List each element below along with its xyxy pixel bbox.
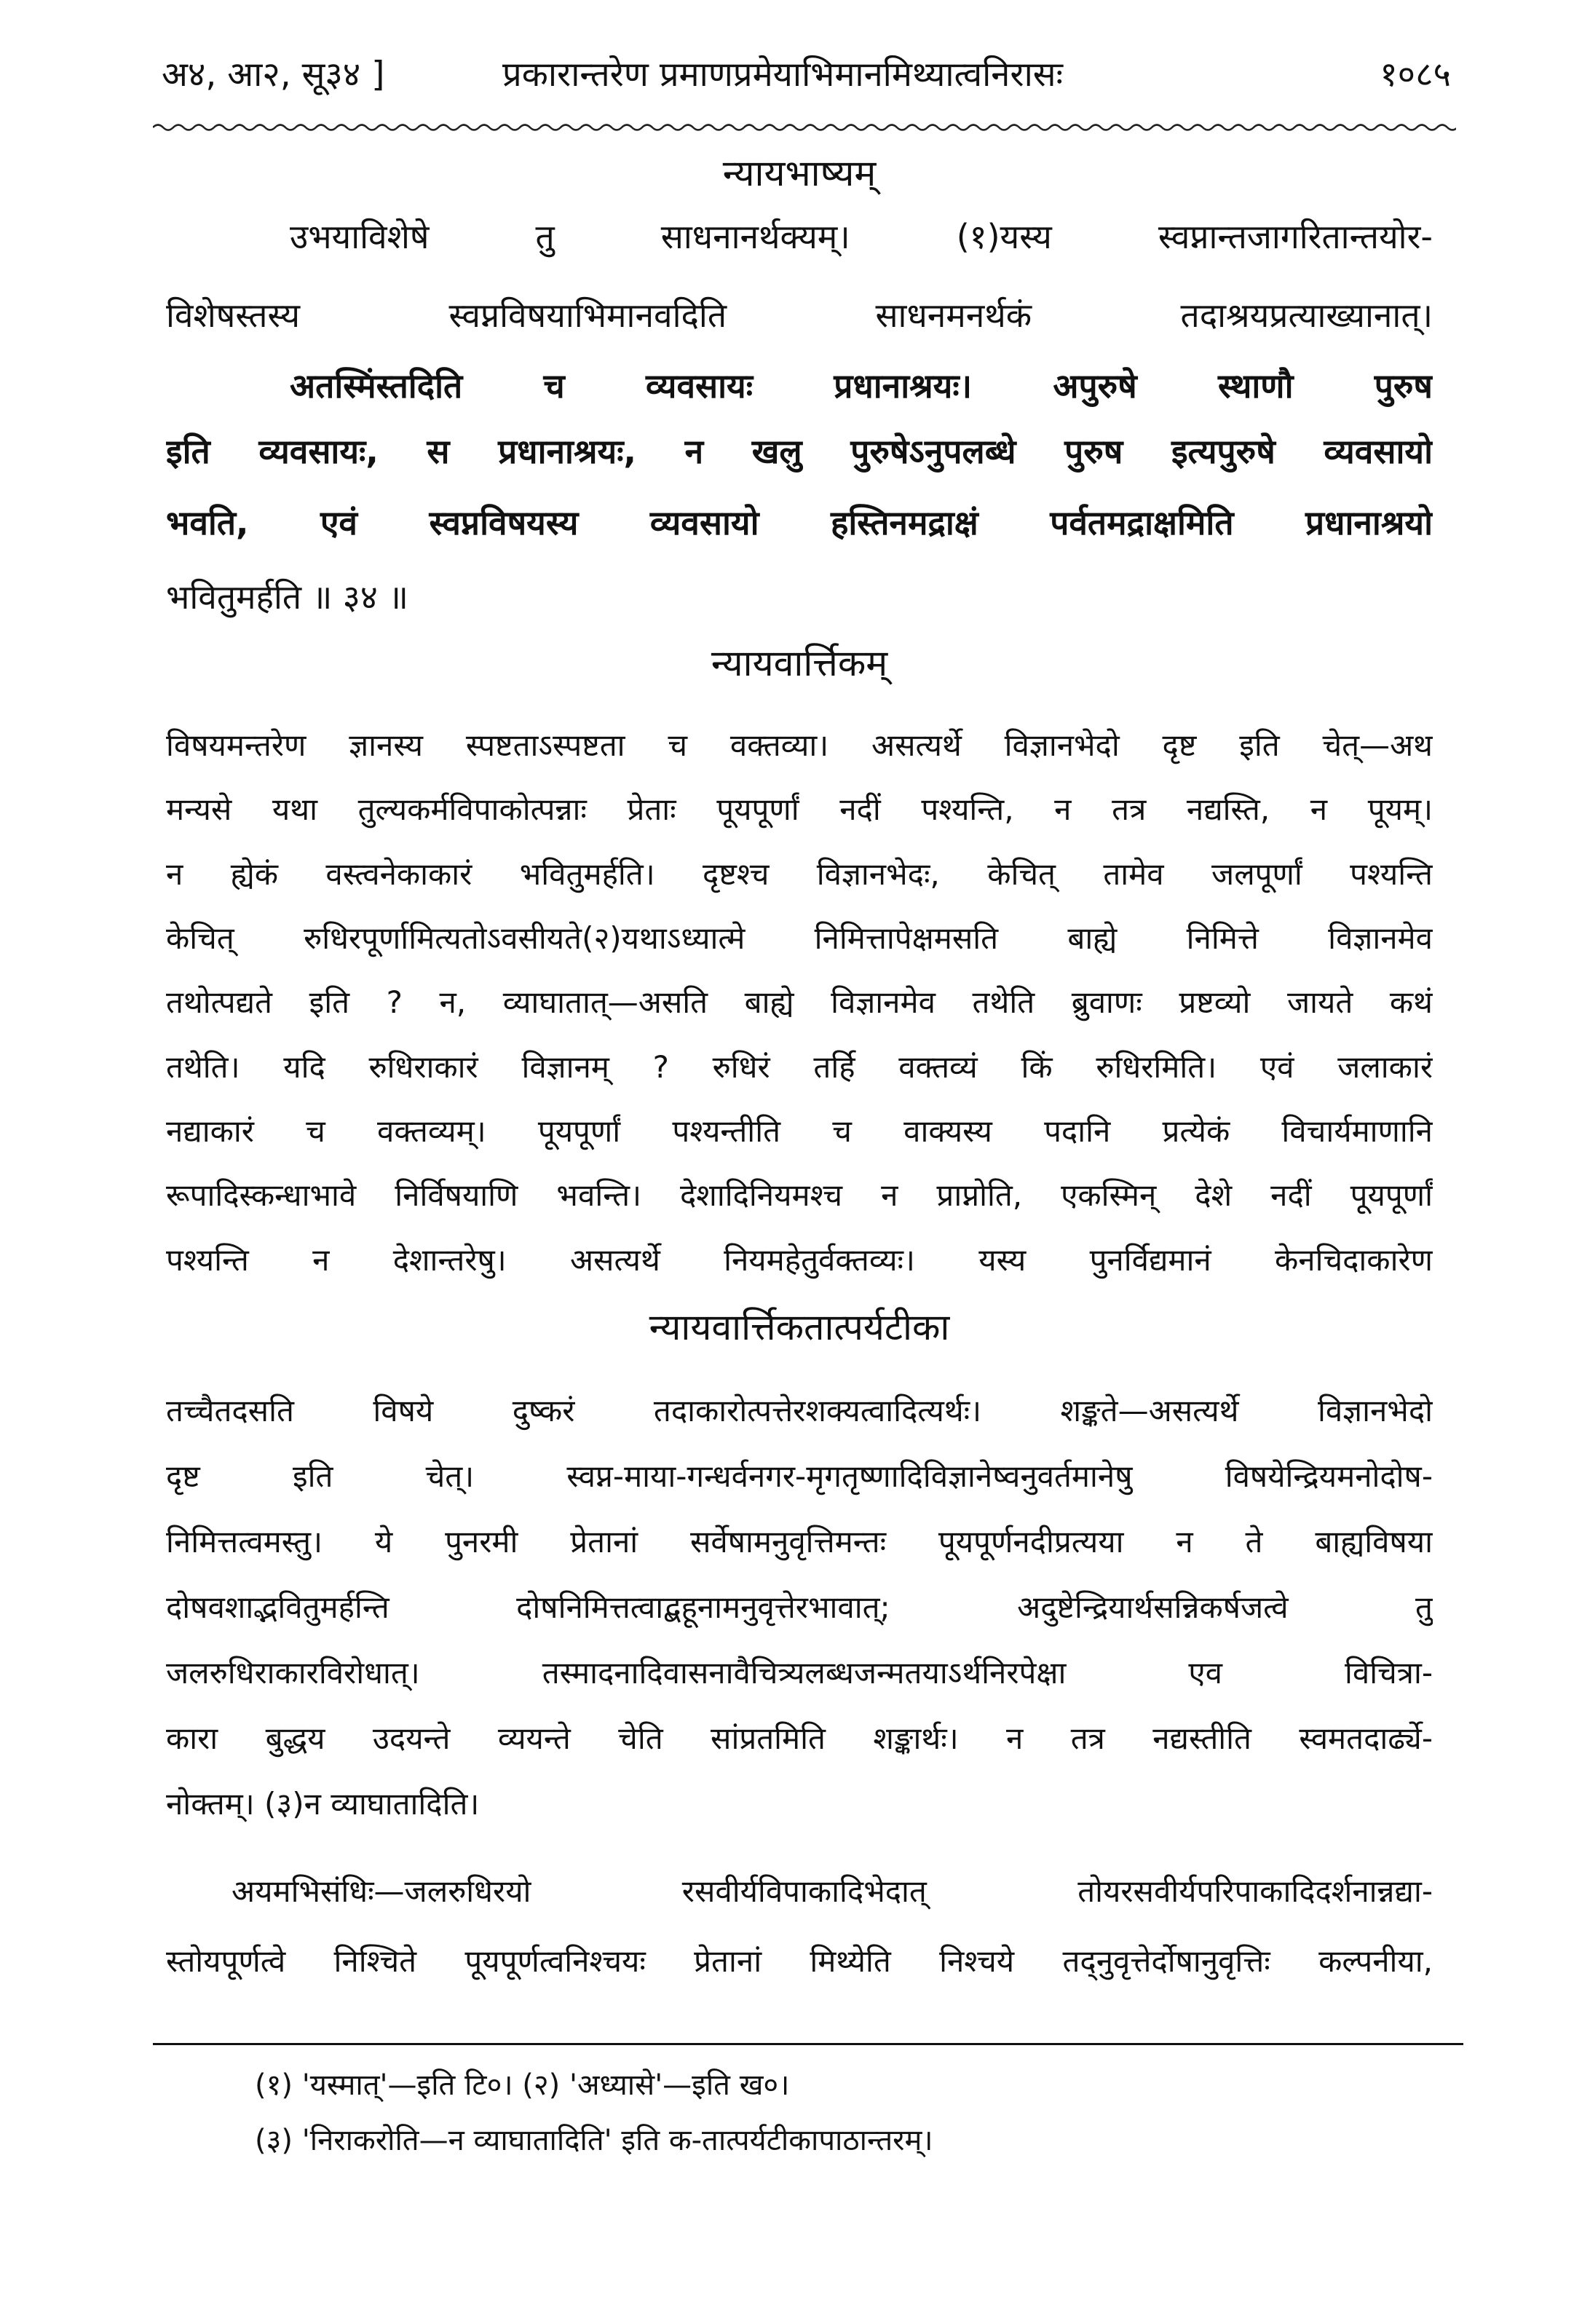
footnote-rule — [153, 2043, 1463, 2045]
text-line: भवति, एवं स्वप्नविषयस्य व्यवसायो हस्तिनमद्राक्षं पर्वतमद्राक्षमिति प्रधानाश्रयो — [166, 503, 1433, 542]
header-wavy-rule — [153, 120, 1456, 135]
text-line: अयमभिसंधिः—जलरुधिरयो रसवीर्यविपाकादिभेदात् तोयरसवीर्यपरिपाकादिदर्शनान्नद्या- — [232, 1873, 1433, 1909]
text-line: रूपादिस्कन्धाभावे निर्विषयाणि भवन्ति। देशादिनियमश्च न प्राप्नोति, एकस्मिन् देशे नदीं पूयपूर्णां — [166, 1177, 1433, 1213]
text-line: केचित् रुधिरपूर्णामित्यतोऽवसीयते(२)यथाऽध्यात्मे निमित्तापेक्षमसति बाह्ये निमित्ते विज्ञानमेव — [166, 920, 1433, 956]
text-line: न ह्येकं वस्त्वनेकाकारं भवितुमर्हति। दृष्टश्च विज्ञानभेदः, केचित् तामेव जलपूर्णां पश्यन्ति — [166, 856, 1433, 892]
text-line: जलरुधिराकारविरोधात्। तस्मादनादिवासनावैचित्र्यलब्धजन्मतयाऽर्थनिरपेक्षा एव विचित्रा- — [166, 1655, 1433, 1691]
chapter-reference: अ४, आ२, सू३४ ] — [162, 55, 385, 95]
footnote-line: (३) 'निराकरोति—न व्याघातादिति' इति क-तात्पर्यटीकापाठान्तरम्। — [255, 2124, 933, 2157]
footnote-line: (१) 'यस्मात्'—इति टि०। (२) 'अध्यासे'—इति ख०। — [255, 2068, 790, 2102]
text-line: कारा बुद्धय उदयन्ते व्ययन्ते चेति सांप्रतमिति शङ्कार्थः। न तत्र नद्यस्तीति स्वमतदार्ढ्ये- — [166, 1720, 1433, 1756]
heading-nyayavartika: न्यायवार्त्तिकम् — [711, 642, 888, 684]
text-line: पश्यन्ति न देशान्तरेषु। असत्यर्थे नियमहेतुर्वक्तव्यः। यस्य पुनर्विद्यमानं केनचिदाकारेण — [166, 1242, 1433, 1278]
heading-tatparyatika: न्यायवार्त्तिकतात्पर्यटीका — [649, 1306, 950, 1348]
running-title: प्रकारान्तरेण प्रमाणप्रमेयाभिमानमिथ्यात्वनिरासः — [502, 55, 1064, 95]
text-line: भवितुमर्हति ॥ ३४ ॥ — [166, 577, 408, 617]
text-line: नद्याकारं च वक्तव्यम्। पूयपूर्णां पश्यन्तीति च वाक्यस्य पदानि प्रत्येकं विचार्यमाणानि — [166, 1113, 1433, 1149]
text-line: विशेषस्तस्य स्वप्नविषयाभिमानवदिति साधनमनर्थकं तदाश्रयप्रत्याख्यानात्। — [166, 296, 1433, 335]
text-line: इति व्यवसायः, स प्रधानाश्रयः, न खलु पुरुषेऽनुपलब्धे पुरुष इत्यपुरुषे व्यवसायो — [166, 432, 1433, 471]
text-line: मन्यसे यथा तुल्यकर्मविपाकोत्पन्नाः प्रेताः पूयपूर्णां नदीं पश्यन्ति, न तत्र नद्यस्ति, न पूयम्। — [166, 791, 1433, 827]
text-line: विषयमन्तरेण ज्ञानस्य स्पष्टताऽस्पष्टता च वक्तव्या। असत्यर्थे विज्ञानभेदो दृष्ट इति चेत्—अथ — [166, 727, 1433, 763]
text-line: तथोत्पद्यते इति ? न, व्याघातात्—असति बाह्ये विज्ञानमेव तथेति ब्रुवाणः प्रष्टव्यो जायते कथं — [166, 984, 1433, 1020]
text-line: दृष्ट इति चेत्। स्वप्न-माया-गन्धर्वनगर-मृगतृष्णादिविज्ञानेष्वनुवर्तमानेषु विषयेन्द्रियमनोदोष- — [166, 1458, 1433, 1494]
heading-nyayabhashya: न्यायभाष्यम् — [722, 152, 877, 194]
text-line: दोषवशाद्भवितुमर्हन्ति दोषनिमित्तत्वाद्बहूनामनुवृत्तेरभावात्; अदुष्टेन्द्रियार्थसन्निकर्षजत्वे तु — [166, 1589, 1433, 1625]
text-line: निमित्तत्वमस्तु। ये पुनरमी प्रेतानां सर्वेषामनुवृत्तिमन्तः पूयपूर्णनदीप्रत्यया न ते बाह्यविषया — [166, 1524, 1433, 1560]
running-header — [146, 45, 1451, 111]
text-line: अतस्मिंस्तदिति च व्यवसायः प्रधानाश्रयः। अपुरुषे स्थाणौ पुरुष — [290, 366, 1433, 406]
page-number: १०८५ — [1380, 55, 1451, 95]
text-line: नोक्तम्। (३)न व्याघातादिति। — [166, 1786, 480, 1822]
text-line: तच्चैतदसति विषये दुष्करं तदाकारोत्पत्तेरशक्यत्वादित्यर्थः। शङ्कते—असत्यर्थे विज्ञानभेदो — [166, 1393, 1433, 1428]
text-line: तथेति। यदि रुधिराकारं विज्ञानम् ? रुधिरं तर्हि वक्तव्यं किं रुधिरमिति। एवं जलाकारं — [166, 1049, 1433, 1085]
text-line: स्तोयपूर्णत्वे निश्चिते पूयपूर्णत्वनिश्चयः प्रेतानां मिथ्येति निश्चये तद्नुवृत्तेर्दोषानुवृत्तिः कल्पनीया, — [166, 1943, 1433, 1979]
text-line: उभयाविशेषे तु साधनानर्थक्यम्। (१)यस्य स्वप्नान्तजागरितान्तयोर- — [290, 217, 1433, 256]
